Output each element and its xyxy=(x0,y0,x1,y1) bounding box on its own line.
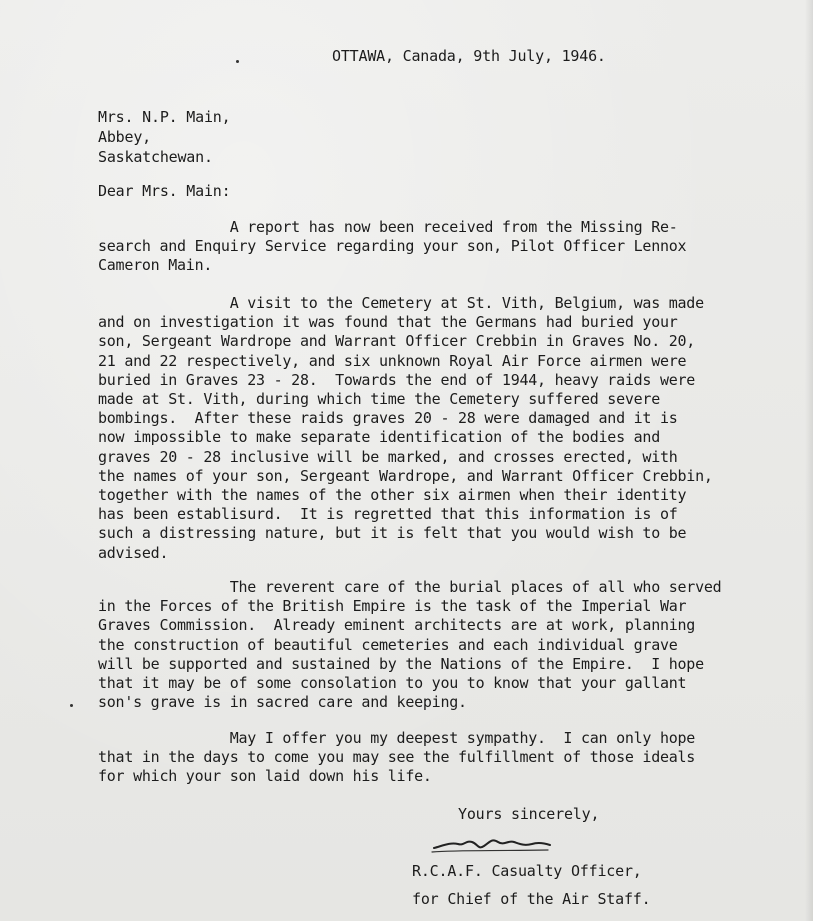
paragraph-war-graves xyxy=(98,578,721,712)
paragraph-report xyxy=(98,218,686,276)
page-edge-shadow xyxy=(805,0,813,921)
text-line: son's grave is in sacred care and keeping. xyxy=(98,693,467,712)
recipient-name: Mrs. N.P. Main, xyxy=(98,108,231,126)
text-line: together with the names of the other six airmen when their identity xyxy=(98,486,687,505)
text-line: for which your son laid down his life. xyxy=(98,767,432,786)
text-line: and on investigation it was found that the Germans had buried your xyxy=(98,313,678,332)
ink-speck xyxy=(236,60,239,63)
text-line: Cameron Main. xyxy=(98,256,213,275)
text-line: advised. xyxy=(98,543,169,562)
text-line: A report has now been received from the Missing Re- xyxy=(98,218,678,236)
recipient-province: Saskatchewan. xyxy=(98,148,213,166)
text-line: such a distressing nature, but it is felt that you would wish to be xyxy=(98,524,687,543)
text-line: has been establisurd. It is regretted that this information is of xyxy=(98,505,678,524)
signature-scribble xyxy=(428,826,568,860)
text-line: search and Enquiry Service regarding your son, Pilot Officer Lennox xyxy=(98,237,687,256)
text-line: graves 20 - 28 inclusive will be marked, and crosses erected, with xyxy=(98,447,678,466)
text-line: A visit to the Cemetery at St. Vith, Belgium, was made xyxy=(98,294,704,312)
ink-speck xyxy=(70,704,73,707)
text-line: buried in Graves 23 - 28. Towards the end of 1944, heavy raids were xyxy=(98,370,696,389)
dateline: OTTAWA, Canada, 9th July, 1946. xyxy=(332,47,606,65)
text-line: son, Sergeant Wardrope and Warrant Officer Crebbin in Graves No. 20, xyxy=(98,332,696,351)
signatory-title: R.C.A.F. Casualty Officer, xyxy=(412,862,642,880)
text-line: that it may be of some consolation to you to know that your gallant xyxy=(98,674,687,693)
text-line: bombings. After these raids graves 20 - 28 were damaged and it is xyxy=(98,409,678,428)
closing: Yours sincerely, xyxy=(458,805,600,823)
text-line: the names of your son, Sergeant Wardrope, and Warrant Officer Crebbin, xyxy=(98,466,713,485)
text-line: that in the days to come you may see the fulfillment of those ideals xyxy=(98,748,696,767)
text-line: The reverent care of the burial places of all who served xyxy=(98,578,722,596)
paragraph-sympathy xyxy=(98,729,695,787)
recipient-town: Abbey, xyxy=(98,128,151,146)
text-line: in the Forces of the British Empire is the task of the Imperial War xyxy=(98,597,687,616)
text-line: the construction of beautiful cemeteries and each individual grave xyxy=(98,635,678,654)
recipient-address xyxy=(98,107,230,167)
text-line: 21 and 22 respectively, and six unknown Royal Air Force airmen were xyxy=(98,351,687,370)
text-line: made at St. Vith, during which time the Cemetery suffered severe xyxy=(98,390,660,409)
text-line: Graves Commission. Already eminent architects are at work, planning xyxy=(98,616,696,635)
paragraph-cemetery-visit xyxy=(98,294,713,563)
text-line: now impossible to make separate identification of the bodies and xyxy=(98,428,660,447)
signatory-for: for Chief of the Air Staff. xyxy=(412,890,651,908)
text-line: May I offer you my deepest sympathy. I can only hope xyxy=(98,729,696,747)
text-line: will be supported and sustained by the Nations of the Empire. I hope xyxy=(98,654,704,673)
salutation: Dear Mrs. Main: xyxy=(98,182,231,200)
